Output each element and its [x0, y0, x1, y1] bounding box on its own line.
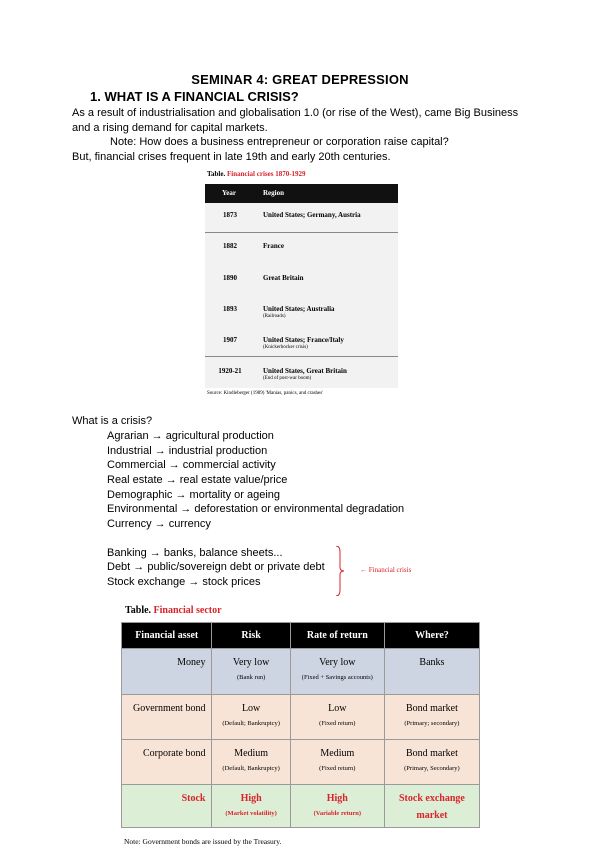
brace-icon	[336, 546, 344, 596]
list-item: Commercial → commercial activity	[107, 459, 276, 471]
table2-caption-prefix: Table.	[125, 605, 152, 616]
risk-cell	[212, 695, 290, 740]
risk-value: Medium	[234, 748, 269, 759]
row-divider	[205, 232, 398, 233]
table2-note: Note: Government bonds are issued by the Treasury.	[124, 837, 282, 846]
return-value: Very low	[319, 657, 356, 668]
row-divider	[205, 356, 398, 357]
intro-note: Note: How does a business entrepreneur or corporation raise capital?	[110, 136, 449, 148]
row-year: 1920-21	[218, 367, 242, 375]
asset-label: Government bond	[132, 703, 206, 714]
list-item: Real estate → real estate value/price	[107, 474, 288, 486]
col-financial-asset: Financial asset	[122, 623, 212, 649]
where-cell	[384, 785, 479, 828]
risk-cell	[212, 649, 290, 695]
col-year: Year	[222, 189, 236, 197]
col-where: Where?	[384, 623, 479, 649]
risk-cell	[212, 785, 290, 828]
asset-cell	[122, 740, 212, 785]
crisis-question: What is a crisis?	[72, 415, 153, 427]
asset-label: Corporate bond	[142, 748, 206, 759]
where-note: (Primary, Secondary)	[404, 765, 460, 772]
where-cell	[384, 740, 479, 785]
table1-source: Source: Kindleberger (1989) 'Manias, panics, and crashes'	[207, 391, 324, 396]
asset-label: Money	[177, 657, 206, 668]
where-cell	[384, 695, 479, 740]
col-risk: Risk	[212, 623, 290, 649]
where-note: market	[416, 810, 448, 821]
list-item: Industrial → industrial production	[107, 445, 268, 457]
asset-cell	[122, 695, 212, 740]
section-heading: 1. WHAT IS A FINANCIAL CRISIS?	[90, 89, 299, 104]
asset-cell	[122, 649, 212, 695]
return-value: Medium	[320, 748, 355, 759]
table-header-row	[122, 623, 480, 649]
list-item: Banking → banks, balance sheets...	[107, 547, 283, 559]
table1-caption	[207, 170, 306, 178]
table-row	[122, 785, 480, 828]
asset-label: Stock	[181, 793, 206, 804]
row-region: United States; Australia	[263, 305, 335, 313]
risk-note: (Default, Bankruptcy)	[222, 765, 280, 772]
table2-caption-title: Financial sector	[153, 605, 222, 616]
risk-note: (Bank run)	[236, 674, 266, 681]
risk-cell	[212, 740, 290, 785]
return-cell	[290, 649, 384, 695]
return-note: (Fixed return)	[319, 720, 356, 727]
row-year: 1882	[223, 242, 237, 250]
list-item: Environmental → deforestation or environmental degradation	[107, 503, 405, 515]
list-item: Agrarian → agricultural production	[107, 430, 274, 442]
crises-table-header	[205, 184, 398, 203]
risk-value: High	[240, 793, 262, 804]
row-note: (Knickerbocker crisis)	[263, 345, 308, 350]
table-row	[122, 695, 480, 740]
asset-cell	[122, 785, 212, 828]
financial-sector-table	[121, 622, 480, 828]
where-value: Stock exchange	[399, 793, 465, 804]
col-rate-of-return: Rate of return	[290, 623, 384, 649]
table1-caption-prefix: Table.	[207, 170, 226, 178]
row-region: United States; France/Italy	[263, 336, 344, 344]
list-item: Currency → currency	[107, 518, 211, 530]
row-note: (End of post-war boom)	[263, 376, 312, 381]
risk-note: (Default; Bankruptcy)	[222, 720, 280, 727]
table-row	[122, 740, 480, 785]
intro-line-3: But, financial crises frequent in late 19th and early 20th centuries.	[72, 151, 391, 163]
list-item: Demographic → mortality or ageing	[107, 489, 281, 501]
table1-caption-title: Financial crises 1870-1929	[226, 170, 306, 178]
return-note: (Fixed return)	[319, 765, 356, 772]
return-cell	[290, 785, 384, 828]
where-value: Bond market	[405, 748, 458, 759]
row-region: France	[263, 242, 284, 250]
row-region: United States, Great Britain	[263, 367, 347, 375]
return-note: (Fixed + Savings accounts)	[301, 674, 373, 681]
row-region: United States; Germany, Austria	[263, 211, 361, 219]
page-title: SEMINAR 4: GREAT DEPRESSION	[191, 72, 409, 87]
row-year: 1907	[223, 336, 237, 344]
risk-value: Very low	[232, 657, 270, 668]
row-region: Great Britain	[263, 274, 304, 282]
where-value: Banks	[419, 657, 445, 668]
row-note: (Railroads)	[263, 314, 286, 319]
where-value: Bond market	[405, 703, 458, 714]
list-item: Debt → public/sovereign debt or private debt	[107, 561, 325, 573]
row-year: 1893	[223, 305, 237, 313]
row-year: 1890	[223, 274, 237, 282]
where-cell	[384, 649, 479, 695]
intro-line-1: As a result of industrialisation and globalisation 1.0 (or rise of the West), came Big Business	[72, 107, 519, 119]
where-note: (Primary; secondary)	[404, 720, 460, 727]
table-row	[122, 649, 480, 695]
return-value: Low	[328, 703, 347, 714]
risk-value: Low	[241, 703, 261, 714]
crises-table	[205, 184, 398, 388]
table2-caption	[125, 605, 222, 616]
return-cell	[290, 695, 384, 740]
financial-crisis-label: ← Financial crisis	[360, 566, 412, 574]
risk-note: (Market volatility)	[225, 810, 277, 817]
col-region: Region	[263, 189, 284, 197]
return-value: High	[326, 793, 348, 804]
list-item: Stock exchange → stock prices	[107, 576, 261, 588]
return-note: (Variable return)	[313, 810, 362, 817]
intro-line-2: and a rising demand for capital markets.	[72, 122, 268, 134]
row-year: 1873	[223, 211, 237, 219]
return-cell	[290, 740, 384, 785]
